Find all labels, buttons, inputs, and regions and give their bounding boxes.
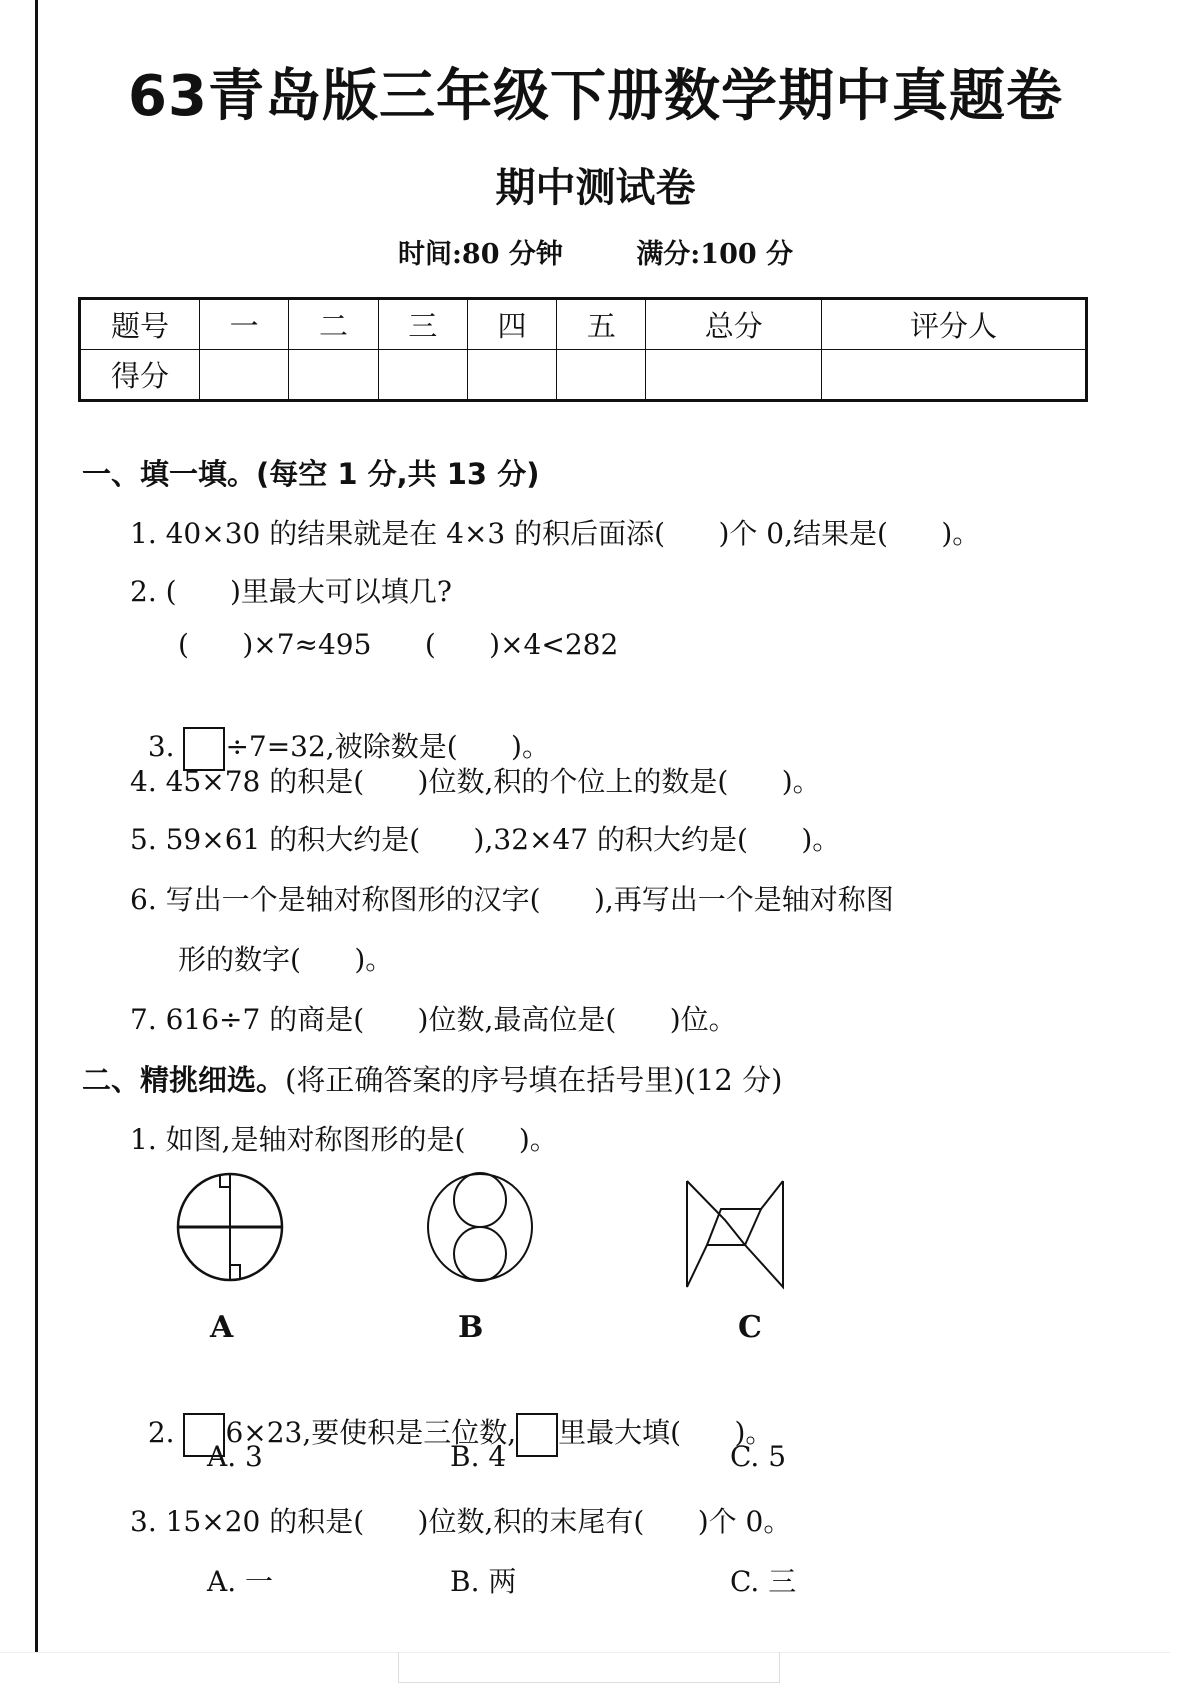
question: 4. 45×78 的积是( )位数,积的个位上的数是( )。 (130, 765, 821, 798)
option-c[interactable]: C. 三 (730, 1565, 797, 1598)
cell: 一 (200, 299, 289, 350)
question: 3. 15×20 的积是( )位数,积的末尾有( )个 0。 (130, 1505, 792, 1538)
cell: 总分 (646, 299, 822, 350)
score-cell[interactable] (200, 350, 289, 401)
question: 2. 6×23,要使积是三位数, 里最大填( )。 (130, 1378, 773, 1457)
score-table (78, 297, 1088, 402)
figure-a-circle-with-axes-icon (175, 1170, 285, 1285)
figure-b-figure-eight-icon (425, 1170, 535, 1285)
question-text: ÷7=32,被除数是( )。 (225, 730, 550, 763)
cell: 五 (557, 299, 646, 350)
question: 1. 40×30 的结果就是在 4×3 的积后面添( )个 0,结果是( )。 (130, 517, 981, 550)
question: 5. 59×61 的积大约是( ),32×47 的积大约是( )。 (130, 823, 841, 856)
score-cell[interactable] (289, 350, 378, 401)
question-number: 3. (147, 730, 184, 763)
page-footer-tab (398, 1652, 780, 1683)
option-a[interactable]: A. 一 (207, 1565, 274, 1598)
option-c[interactable]: C. 5 (730, 1440, 787, 1473)
page-title: 63青岛版三年级下册数学期中真题卷 (128, 64, 1063, 129)
exam-full-score: 满分:100 分 (636, 239, 794, 270)
figure-label-b: B (458, 1310, 484, 1345)
question: 1. 如图,是轴对称图形的是( )。 (130, 1123, 558, 1156)
figure-label-c: C (738, 1310, 762, 1345)
section2-note: (将正确答案的序号填在括号里)(12 分) (285, 1063, 783, 1097)
question: 7. 616÷7 的商是( )位数,最高位是( )位。 (130, 1003, 737, 1036)
score-table-header-row (80, 299, 1087, 350)
figure-label-a: A (210, 1310, 234, 1345)
cell: 评分人 (822, 299, 1087, 350)
page-subtitle: 期中测试卷 (495, 165, 696, 211)
cell: 得分 (80, 350, 200, 401)
question: 6. 写出一个是轴对称图形的汉字( ),再写出一个是轴对称图 (130, 883, 894, 916)
question: 形的数字( )。 (178, 943, 394, 976)
figure-c-bowtie-icon (685, 1175, 785, 1290)
score-cell[interactable] (467, 350, 556, 401)
question: 2. ( )里最大可以填几? (130, 575, 452, 608)
question-number: 2. (147, 1416, 184, 1449)
exam-time: 时间:80 分钟 (397, 239, 563, 270)
cell: 三 (378, 299, 467, 350)
option-b[interactable]: B. 4 (450, 1440, 507, 1473)
question (130, 692, 550, 771)
cell: 二 (289, 299, 378, 350)
score-cell[interactable] (822, 350, 1087, 401)
option-b[interactable]: B. 两 (450, 1565, 517, 1598)
score-cell[interactable] (557, 350, 646, 401)
question: ( )×7≈495 ( )×4<282 (178, 628, 619, 661)
score-table-score-row (80, 350, 1087, 401)
cell: 题号 (80, 299, 200, 350)
option-a[interactable]: A. 3 (207, 1440, 263, 1473)
score-cell[interactable] (646, 350, 822, 401)
section1-heading: 一、填一填。(每空 1 分,共 13 分) (82, 457, 540, 491)
blank-box[interactable] (516, 1413, 558, 1457)
score-cell[interactable] (378, 350, 467, 401)
section2-heading: 二、精挑细选。(将正确答案的序号填在括号里)(12 分) (82, 1063, 783, 1097)
exam-meta (0, 232, 1191, 271)
cell: 四 (467, 299, 556, 350)
